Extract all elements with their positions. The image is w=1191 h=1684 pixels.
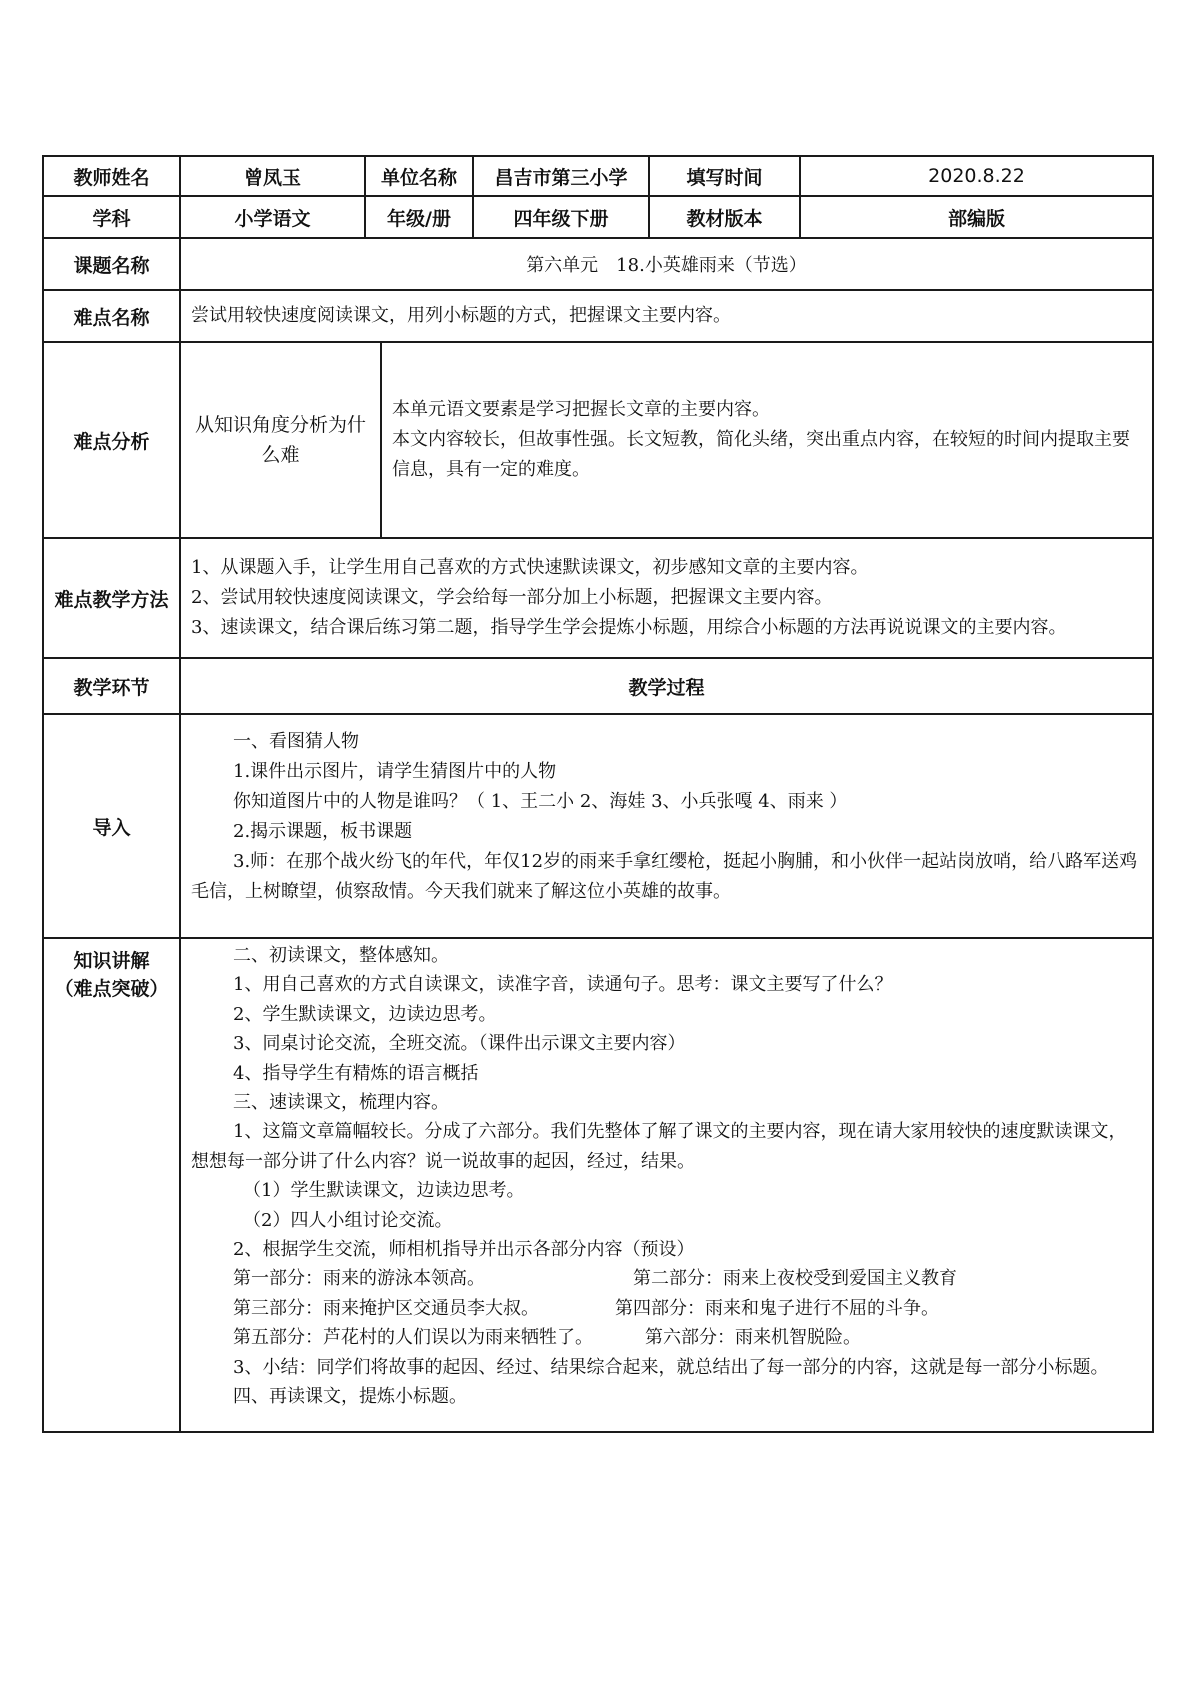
edition-value: 部编版 — [800, 196, 1153, 238]
analysis-text — [381, 343, 1152, 537]
analysis-content — [180, 342, 1153, 538]
header-row-2 — [43, 196, 1153, 238]
knowledge-line-5: 4、指导学生有精炼的语言概括 — [233, 1062, 479, 1084]
knowledge-row — [43, 938, 1153, 1432]
knowledge-line-6: 三、速读课文，梳理内容。 — [233, 1092, 449, 1114]
intro-line-4: 2.揭示课题，板书课题 — [233, 821, 413, 842]
intro-content — [180, 714, 1153, 938]
method-line-1: 1、从课题入手，让学生用自己喜欢的方式快速默读课文，初步感知文章的主要内容。 — [191, 557, 869, 578]
knowledge-label — [43, 938, 180, 1432]
header-row-1 — [43, 156, 1153, 196]
analysis-row — [43, 342, 1153, 538]
unit-label: 单位名称 — [365, 156, 473, 196]
knowledge-sub-2: （2）四人小组讨论交流。 — [243, 1209, 453, 1231]
part-4: 第四部分：雨来和鬼子进行不屈的斗争。 — [615, 1297, 939, 1319]
teacher-label: 教师姓名 — [43, 156, 180, 196]
analysis-sub-label: 从知识角度分析为什么难 — [181, 343, 381, 537]
knowledge-line-7: 1、这篇文章篇幅较长。分成了六部分。我们先整体了解了课文的主要内容，现在请大家用较快的速度默读课文，想想每一部分讲了什么内容？说一说故事的起因，经过，结果。 — [191, 1121, 1127, 1172]
method-row — [43, 538, 1153, 658]
part-6: 第六部分：雨来机智脱险。 — [645, 1327, 861, 1349]
knowledge-line-1: 二、初读课文，整体感知。 — [233, 945, 449, 966]
analysis-label: 难点分析 — [43, 342, 180, 538]
knowledge-line-4: 3、同桌讨论交流，全班交流。（课件出示课文主要内容） — [233, 1033, 686, 1055]
intro-line-3: 你知道图片中的人物是谁吗？（ 1、王二小 2、海娃 3、小兵张嘎 4、雨来 ） — [233, 791, 848, 812]
knowledge-last: 四、再读课文，提炼小标题。 — [233, 1386, 467, 1408]
process-header-value: 教学过程 — [180, 658, 1153, 714]
knowledge-label-line-1: 知识讲解 — [73, 950, 150, 972]
intro-line-1: 一、看图猜人物 — [233, 731, 359, 752]
intro-line-2: 1.课件出示图片，请学生猜图片中的人物 — [233, 761, 557, 782]
difficulty-value: 尝试用较快速度阅读课文，用列小标题的方式，把握课文主要内容。 — [180, 290, 1153, 342]
knowledge-line-3: 2、学生默读课文，边读边思考。 — [233, 1003, 497, 1025]
intro-label: 导入 — [43, 714, 180, 938]
date-value: 2020.8.22 — [800, 156, 1153, 196]
intro-row — [43, 714, 1153, 938]
edition-label: 教材版本 — [649, 196, 800, 238]
method-label: 难点教学方法 — [43, 538, 180, 658]
intro-line-5: 3.师：在那个战火纷飞的年代，年仅12岁的雨来手拿红缨枪，挺起小胸脯，和小伙伴一起站岗放哨，给八路军送鸡毛信，上树瞭望，侦察敌情。今天我们就来了解这位小英雄的故事。 — [191, 851, 1138, 902]
knowledge-sub-1: （1）学生默读课文，边读边思考。 — [243, 1180, 525, 1202]
difficulty-label: 难点名称 — [43, 290, 180, 342]
subject-label: 学科 — [43, 196, 180, 238]
method-line-2: 2、尝试用较快速度阅读课文，学会给每一部分加上小标题，把握课文主要内容。 — [191, 587, 833, 608]
lesson-plan-document — [42, 155, 1152, 1433]
lesson-plan-table — [42, 155, 1154, 1433]
topic-label: 课题名称 — [43, 238, 180, 290]
part-3: 第三部分：雨来掩护区交通员李大叔。 — [233, 1297, 539, 1319]
process-header-row — [43, 658, 1153, 714]
parts-row-1 — [191, 1264, 1142, 1293]
part-5: 第五部分：芦花村的人们误以为雨来牺牲了。 — [233, 1327, 593, 1349]
difficulty-row — [43, 290, 1153, 342]
knowledge-line-2: 1、用自己喜欢的方式自读课文，读准字音，读通句子。思考：课文主要写了什么？ — [233, 974, 893, 996]
part-2: 第二部分：雨来上夜校受到爱国主义教育 — [633, 1268, 957, 1290]
topic-row — [43, 238, 1153, 290]
grade-value: 四年级下册 — [473, 196, 649, 238]
part-1: 第一部分：雨来的游泳本领高。 — [233, 1268, 485, 1290]
unit-name: 昌吉市第三小学 — [473, 156, 649, 196]
analysis-line-2: 本文内容较长，但故事性强。长文短教，简化头绪，突出重点内容，在较短的时间内提取主要信息，具有一定的难度。 — [392, 429, 1130, 480]
knowledge-label-line-2: （难点突破） — [54, 978, 169, 1000]
teacher-name: 曾凤玉 — [180, 156, 365, 196]
method-content — [180, 538, 1153, 658]
parts-row-3 — [191, 1323, 1142, 1352]
date-label: 填写时间 — [649, 156, 800, 196]
knowledge-preset: 2、根据学生交流，师相机指导并出示各部分内容（预设） — [233, 1239, 695, 1261]
analysis-line-1: 本单元语文要素是学习把握长文章的主要内容。 — [392, 399, 770, 420]
analysis-inner-table — [181, 343, 1152, 537]
topic-value: 第六单元 18.小英雄雨来（节选） — [180, 238, 1153, 290]
parts-row-2 — [191, 1294, 1142, 1323]
knowledge-content — [180, 938, 1153, 1432]
subject-value: 小学语文 — [180, 196, 365, 238]
process-stage-label: 教学环节 — [43, 658, 180, 714]
knowledge-summary: 3、小结：同学们将故事的起因、经过、结果综合起来，就总结出了每一部分的内容，这就是每一部分小标题。 — [233, 1356, 1109, 1378]
grade-label: 年级/册 — [365, 196, 473, 238]
method-line-3: 3、速读课文，结合课后练习第二题，指导学生学会提炼小标题，用综合小标题的方法再说说课文的主要内容。 — [191, 617, 1067, 638]
